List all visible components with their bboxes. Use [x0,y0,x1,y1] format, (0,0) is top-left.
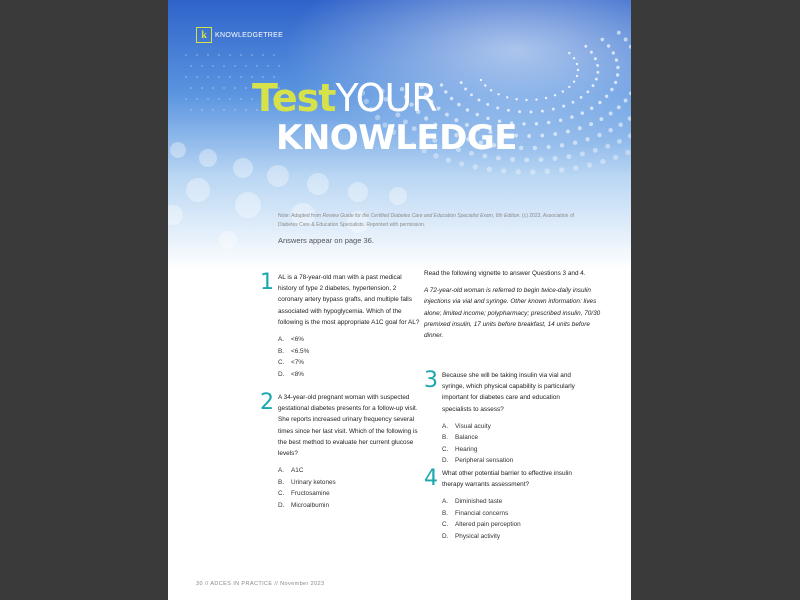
option-b: B. Balance [442,434,479,442]
decorative-dot [218,54,220,56]
decorative-dot [207,54,209,56]
decorative-dot [590,107,593,110]
decorative-dot [559,119,562,122]
decorative-dot [229,54,231,56]
question-number: 4 [424,466,438,491]
decorative-dot [207,76,209,78]
title-test: Test [252,76,336,120]
question-number: 3 [424,368,438,393]
answers-location: Answers appear on page 36. [278,236,374,245]
decorative-dot [600,159,605,164]
decorative-dot [545,169,550,174]
decorative-dot [540,133,544,137]
decorative-dot [605,95,608,98]
decorative-dot [624,99,628,103]
decorative-dot [608,128,612,132]
decorative-dot [473,164,478,169]
decorative-dot [573,57,575,59]
decorative-dot [240,54,242,56]
decorative-dot [560,143,564,147]
decorative-dot [593,148,598,153]
decorative-dot [609,112,613,116]
decorative-dot [307,173,329,195]
decorative-dot [559,167,564,172]
decorative-dot [245,87,247,89]
decorative-dot [573,141,577,145]
decorative-dot [530,169,535,174]
decorative-dot [553,132,557,136]
decorative-dot [219,231,237,249]
decorative-dot [185,76,187,78]
decorative-dot [598,101,601,104]
decorative-dot [595,78,598,81]
decorative-dot [201,65,203,67]
decorative-dot [573,81,575,83]
decorative-dot [547,121,550,124]
decorative-dot [554,94,556,96]
option-d: D. <8% [278,370,304,378]
decorative-dot [607,44,610,47]
question-number: 1 [260,270,274,295]
decorative-dot [535,122,538,125]
decorative-dot [587,162,592,167]
decorative-dot [348,182,368,202]
decorative-dot [212,109,214,111]
vignette-text: A 72-year-old woman is referred to begin twice-daily insulin injections via vial and syringe. Other known information: lives alone; limited income; polypharmacy; prescribed insulin, 70/30 premixed insulin, 17 units before breakfast, 14 units before dinner. [424,287,601,340]
decorative-dot [501,168,506,173]
option-d: D. Microalbumin [278,501,330,509]
decorative-dot [576,63,578,65]
decorative-dot [212,65,214,67]
decorative-dot [599,117,603,121]
decorative-dot [610,88,613,91]
decorative-dot [190,65,192,67]
decorative-dot [229,98,231,100]
decorative-dot [573,165,578,170]
decorative-dot [527,134,531,138]
decorative-dot [596,64,599,67]
decorative-dot [553,156,558,161]
option-list [278,334,420,380]
option-d: D. Physical activity [442,533,501,540]
decorative-dot [605,144,610,149]
decorative-dot [617,105,621,109]
question-text: AL is a 78-year-old man with a past medical history of type 2 diabetes, hypertension, 2 coronary artery bypass grafts, and multiple falls associated with hypoglycemia. Which of the following is the most appropriate A1C goal for AL? [278,274,420,326]
decorative-dot [218,76,220,78]
decorative-dot [594,57,597,60]
logo-text: KNOWLEDGETREE [215,31,284,39]
decorative-dot [576,75,578,77]
decorative-dot [533,146,537,150]
decorative-dot [612,51,615,54]
question-number: 2 [260,390,274,415]
decorative-dot [585,137,589,141]
decorative-dot [596,71,599,74]
decorative-dot [568,86,570,88]
decorative-dot [566,130,570,134]
decorative-dot [581,111,584,114]
decorative-dot [516,169,521,174]
option-c: C. <7% [278,359,304,367]
decorative-dot [572,101,575,104]
decorative-dot [545,97,547,99]
option-c: C. Fructosamine [278,490,330,498]
decorative-dot [619,123,623,127]
option-b: B. Financial concerns [442,509,509,517]
decorative-dot [207,98,209,100]
question-text: Because she will be taking insulin via vial and syringe, which physical capability is particularly important for diabetes care and education specialists to assess? [442,372,575,413]
decorative-dot [190,109,192,111]
decorative-dot [389,187,407,205]
decorative-dot [218,98,220,100]
logo-k-icon: k [196,27,212,43]
decorative-dot [196,54,198,56]
option-a: A. <6% [278,336,304,344]
option-c: C. Altered pain perception [442,521,521,529]
decorative-dot [251,54,253,56]
decorative-dot [524,158,529,163]
decorative-dot [186,178,210,202]
decorative-dot [223,65,225,67]
decorative-dot [566,154,571,159]
decorative-dot [267,65,269,67]
decorative-dot [245,65,247,67]
decorative-dot [199,149,217,167]
decorative-dot [614,81,617,84]
option-list [278,465,420,511]
decorative-dot [597,133,601,137]
decorative-dot [278,65,280,67]
decorative-dot [525,99,527,101]
decorative-dot [590,51,593,54]
option-a: A. Visual acuity [442,422,491,430]
decorative-dot [539,157,544,162]
decorative-dot [234,65,236,67]
decorative-dot [601,38,604,41]
decorative-dot [234,109,236,111]
decorative-dot [577,69,579,71]
decorative-dot [625,150,630,155]
decorative-dot [535,98,537,100]
decorative-dot [519,146,523,150]
title-your: YOUR [335,76,437,120]
decorative-dot [196,76,198,78]
magazine-page [168,0,631,600]
title-knowledge: KNOWLEDGE [276,118,517,158]
decorative-dot [552,108,555,111]
decorative-dot [223,109,225,111]
decorative-dot [240,98,242,100]
decorative-dot [229,76,231,78]
option-c: C. Hearing [442,445,478,453]
decorative-dot [570,115,573,118]
option-b: B. <6.5% [278,347,310,355]
decorative-dot [267,165,289,187]
decorative-dot [617,139,622,144]
decorative-dot [616,66,619,69]
decorative-dot [578,126,582,130]
decorative-dot [240,76,242,78]
source-note: Note: Adapted from Review Guide for the Certified Diabetes Care and Education Specialist Exam, 6th Edition. (c) 2023, Association of Diabetes Care & Education Specialists. Reprinted with permission. [278,213,575,228]
decorative-dot [201,87,203,89]
knowledgetree-logo [196,27,283,43]
option-d: D. Peripheral sensation [442,457,514,465]
decorative-dot [592,84,595,87]
option-b: B. Urinary ketones [278,478,336,486]
decorative-dot [616,73,619,76]
decorative-dot [613,155,618,160]
vignette [424,268,602,341]
option-a: A. A1C [278,467,304,475]
decorative-dot [589,122,593,126]
option-list [442,496,584,542]
page-footer: 30 // ADCES IN PRACTICE // November 2023 [196,581,325,587]
decorative-dot [256,65,258,67]
decorative-dot [273,54,275,56]
decorative-dot [233,158,253,178]
decorative-dot [518,110,521,113]
option-a: A. Diminished taste [442,498,503,506]
decorative-dot [546,145,550,149]
decorative-dot [196,98,198,100]
decorative-dot [580,151,585,156]
vignette-intro: Read the following vignette to answer Questions 3 and 4. [424,270,586,277]
decorative-dot [562,105,565,108]
question-text: What other potential barrier to effective insulin therapy warrants assessment? [442,470,572,489]
decorative-dot [262,54,264,56]
decorative-dot [201,109,203,111]
decorative-dot [212,87,214,89]
decorative-dot [522,122,525,125]
decorative-dot [185,98,187,100]
decorative-dot [584,45,587,48]
decorative-dot [190,87,192,89]
question-text: A 34-year-old pregnant woman with suspected gestational diabetes presents for a follow-up visit. She reports increased urinary frequency several times since her last visit. Which of the following is the best method to evaluate her current glucose levels? [278,394,418,458]
decorative-dot [615,58,618,61]
decorative-dot [234,87,236,89]
option-list [442,421,584,467]
decorative-dot [487,167,492,172]
decorative-dot [446,158,451,163]
decorative-dot [541,110,544,113]
decorative-dot [562,90,564,92]
decorative-dot [170,142,186,158]
decorative-dot [235,192,261,218]
decorative-dot [530,111,533,114]
decorative-dot [459,161,464,166]
decorative-dot [568,52,570,54]
page-title [252,76,517,158]
decorative-dot [586,90,589,93]
decorative-dot [245,109,247,111]
decorative-dot [617,31,621,35]
decorative-dot [580,96,583,99]
decorative-dot [624,38,628,42]
decorative-dot [223,87,225,89]
decorative-dot [185,54,187,56]
